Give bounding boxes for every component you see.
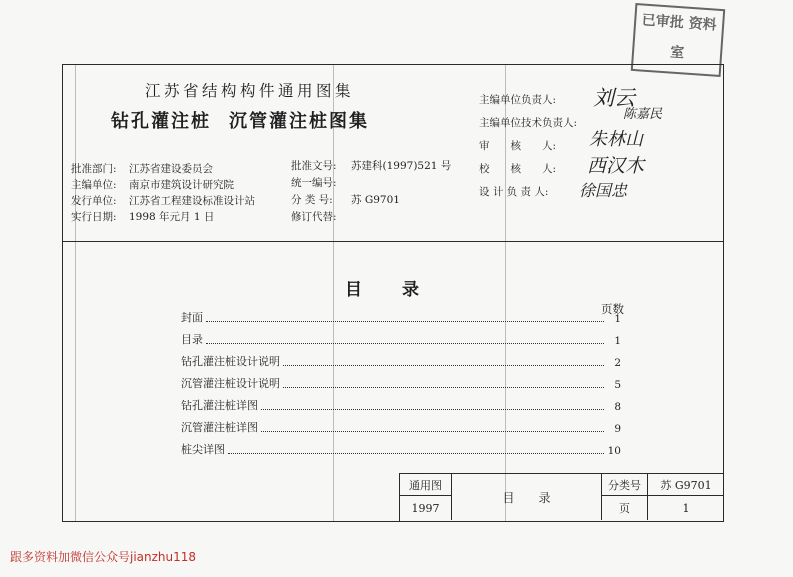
leader-dots: [283, 365, 604, 366]
role-label-reviewer: 审 核 人:: [479, 140, 557, 152]
toc-item-page: 2: [614, 357, 621, 369]
toc-title: 目录: [345, 280, 459, 300]
unified-no-label: 统一编号:: [291, 177, 337, 189]
toc-item[interactable]: [181, 331, 621, 347]
toc-item-page: 5: [614, 379, 621, 391]
stamp-text: 已审批 资料室: [641, 12, 718, 62]
footer-note: 跟多资料加微信公众号jianzhu118: [10, 550, 197, 564]
atlas-title-part2: 沉管灌注桩图集: [229, 111, 369, 132]
signature-design-head: 徐国忠: [579, 181, 628, 200]
toc-item-page: 10: [607, 445, 621, 457]
series-title: 江苏省结构构件通用图集: [145, 82, 355, 100]
toc-page-header: 页数: [601, 302, 624, 316]
toc-item[interactable]: [181, 375, 621, 391]
editor-label: 主编单位:: [71, 179, 117, 191]
toc-item-page: 8: [614, 401, 621, 413]
toc-item-label: 钻孔灌注桩设计说明: [181, 355, 280, 368]
title-block-page: 1: [682, 501, 690, 515]
signature-reviewer: 朱林山: [589, 129, 643, 150]
signature-tech-head: 陈嘉民: [623, 107, 663, 122]
title-block-name: 目 录: [452, 474, 602, 520]
leader-dots: [206, 343, 604, 344]
toc-item[interactable]: [181, 441, 621, 457]
title-block-category: 苏 G9701: [648, 474, 724, 496]
revision-label: 修订代替:: [291, 211, 337, 223]
role-label-checker: 校 核 人:: [479, 163, 557, 175]
approval-dept-label: 批准部门:: [71, 163, 117, 175]
leader-dots: [228, 453, 604, 454]
toc-item-page: 1: [614, 335, 621, 347]
title-block: [399, 473, 724, 521]
title-block-page-label: 页: [602, 496, 648, 520]
signature-editor-head: 刘云: [593, 86, 635, 110]
toc-item-label: 目录: [181, 333, 203, 346]
leader-dots: [261, 409, 604, 410]
role-label-editor-head: 主编单位负责人:: [479, 94, 557, 106]
approval-no: 苏建科(1997)521 号: [351, 160, 452, 172]
toc-item-label: 沉管灌注桩详图: [181, 421, 258, 434]
title-block-general-label: 通用图: [400, 474, 452, 496]
approval-dept: 江苏省建设委员会: [129, 163, 213, 175]
atlas-title: [111, 107, 369, 133]
title-block-year: 1997: [400, 496, 452, 520]
leader-dots: [206, 321, 604, 322]
drawing-sheet: [62, 64, 724, 522]
toc-item-label: 封面: [181, 311, 203, 324]
editor-unit: 南京市建筑设计研究院: [129, 179, 234, 191]
toc-item-label: 沉管灌注桩设计说明: [181, 377, 280, 390]
toc-item-label: 桩尖详图: [181, 443, 225, 456]
toc-item-label: 钻孔灌注桩详图: [181, 399, 258, 412]
atlas-title-part1: 钻孔灌注桩: [111, 111, 211, 132]
cover-header: [63, 65, 723, 242]
role-label-design-head: 设 计 负 责 人:: [479, 186, 549, 198]
publisher-unit: 江苏省工程建设标准设计站: [129, 195, 255, 207]
approval-no-label: 批准文号:: [291, 160, 337, 172]
role-label-tech-head: 主编单位技术负责人:: [479, 117, 578, 129]
toc-item-page: 9: [614, 423, 621, 435]
effective-date-label: 实行日期:: [71, 211, 117, 223]
signature-checker: 西汉木: [587, 155, 645, 177]
toc-item[interactable]: [181, 353, 621, 369]
toc-item[interactable]: [181, 397, 621, 413]
toc-item[interactable]: [181, 309, 621, 325]
leader-dots: [283, 387, 604, 388]
leader-dots: [261, 431, 604, 432]
title-block-category-label: 分类号: [602, 474, 648, 496]
publisher-label: 发行单位:: [71, 195, 117, 207]
toc-item[interactable]: [181, 419, 621, 435]
effective-date: 1998 年元月 1 日: [129, 211, 215, 223]
category-label: 分 类 号:: [291, 194, 333, 206]
toc-item-page: 1: [614, 313, 621, 325]
category-no: 苏 G9701: [351, 194, 400, 206]
